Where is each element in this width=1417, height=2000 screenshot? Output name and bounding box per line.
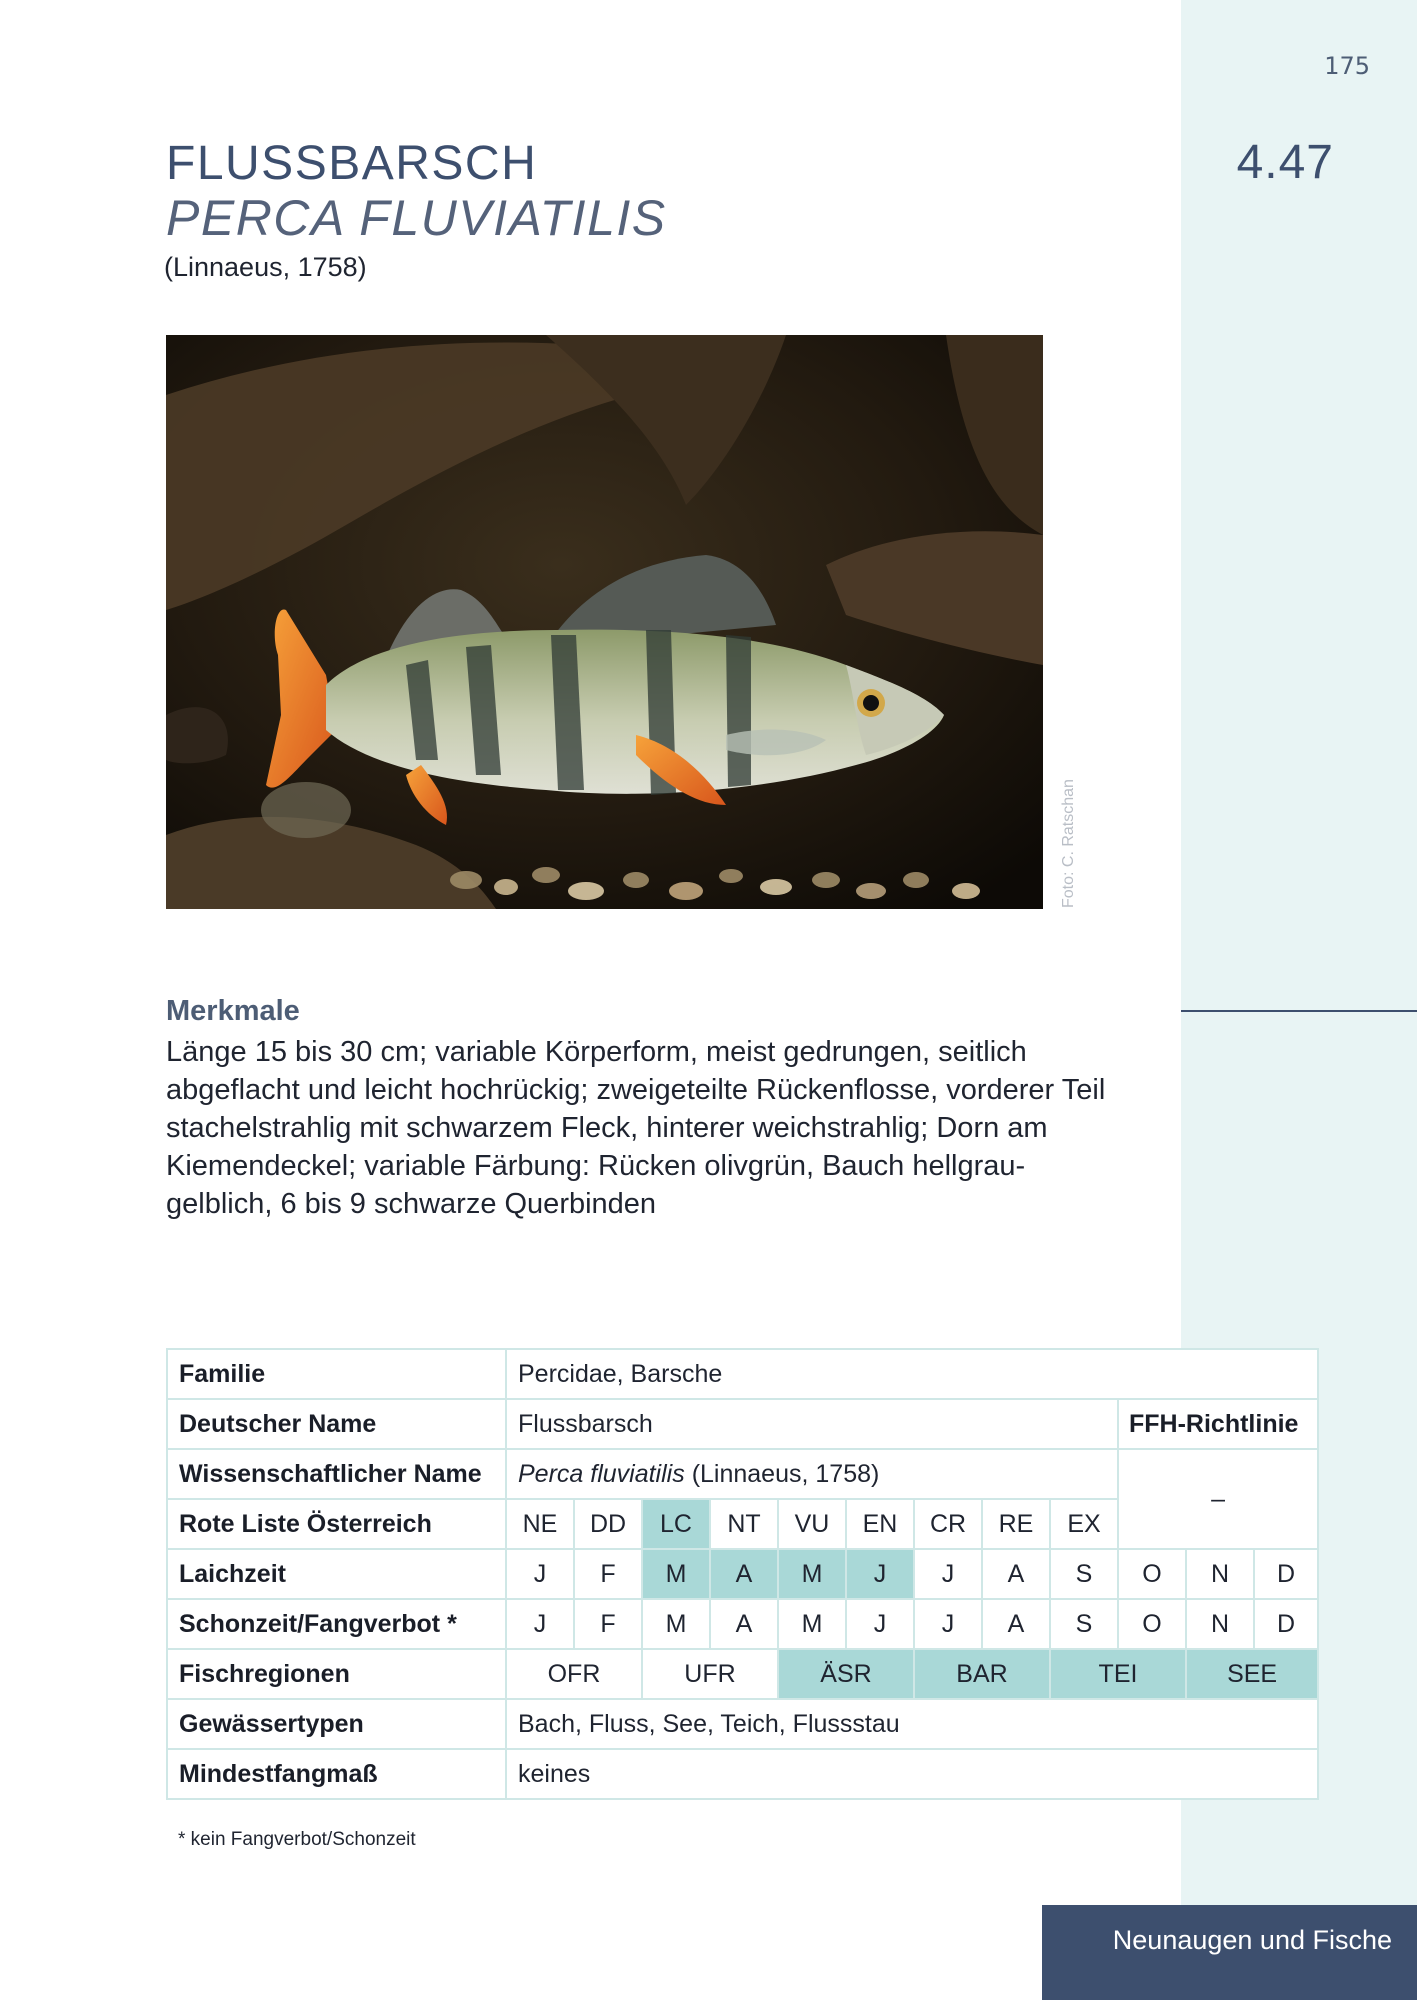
schonzeit-month: F <box>574 1599 642 1649</box>
value-gewaessertypen: Bach, Fluss, See, Teich, Flussstau <box>506 1699 1318 1749</box>
label-laichzeit: Laichzeit <box>167 1549 506 1599</box>
laichzeit-month-highlighted: A <box>710 1549 778 1599</box>
row-schonzeit <box>167 1599 1318 1649</box>
section-number: 4.47 <box>1236 136 1334 189</box>
rote-liste-cat: NT <box>710 1499 778 1549</box>
laichzeit-month-highlighted: M <box>778 1549 846 1599</box>
rote-liste-cat: EX <box>1050 1499 1118 1549</box>
side-divider-line <box>1181 1010 1417 1012</box>
chapter-label: Neunaugen und Fische <box>1112 1925 1392 1955</box>
rote-liste-cat: RE <box>982 1499 1050 1549</box>
schonzeit-month: J <box>846 1599 914 1649</box>
row-deutscher-name <box>167 1399 1318 1449</box>
laichzeit-month: O <box>1118 1549 1186 1599</box>
fischregion: OFR <box>506 1649 642 1699</box>
laichzeit-month: A <box>982 1549 1050 1599</box>
fischregion-highlighted: SEE <box>1186 1649 1318 1699</box>
species-latin-name: PERCA FLUVIATILIS <box>166 190 667 246</box>
value-deutscher-name: Flussbarsch <box>506 1399 1118 1449</box>
schonzeit-month: S <box>1050 1599 1118 1649</box>
row-fischregionen <box>167 1649 1318 1699</box>
schonzeit-month: J <box>506 1599 574 1649</box>
label-wissenschaftlicher-name: Wissenschaftlicher Name <box>167 1449 506 1499</box>
schonzeit-month: M <box>778 1599 846 1649</box>
label-ffh-richtlinie: FFH-Richtlinie <box>1118 1399 1318 1449</box>
page-number: 175 <box>1324 52 1370 80</box>
schonzeit-month: O <box>1118 1599 1186 1649</box>
laichzeit-month: J <box>914 1549 982 1599</box>
laichzeit-month: N <box>1186 1549 1254 1599</box>
photo-credit: Foto: C. Ratschan <box>1060 779 1077 908</box>
fischregion-highlighted: TEI <box>1050 1649 1186 1699</box>
laichzeit-month-highlighted: M <box>642 1549 710 1599</box>
schonzeit-month: A <box>982 1599 1050 1649</box>
laichzeit-month-highlighted: J <box>846 1549 914 1599</box>
row-gewaessertypen <box>167 1699 1318 1749</box>
species-facts-table <box>166 1348 1319 1800</box>
rote-liste-cat: VU <box>778 1499 846 1549</box>
fischregion: UFR <box>642 1649 778 1699</box>
schonzeit-month: D <box>1254 1599 1318 1649</box>
laichzeit-month: J <box>506 1549 574 1599</box>
value-mindestfangmass: keines <box>506 1749 1318 1799</box>
table-footnote: * kein Fangverbot/Schonzeit <box>178 1829 416 1850</box>
species-common-name: FLUSSBARSCH <box>166 137 538 190</box>
species-author: (Linnaeus, 1758) <box>164 252 367 282</box>
rote-liste-cat: NE <box>506 1499 574 1549</box>
value-familie: Percidae, Barsche <box>506 1349 1318 1399</box>
rote-liste-cat: EN <box>846 1499 914 1549</box>
schonzeit-month: A <box>710 1599 778 1649</box>
fischregion-highlighted: BAR <box>914 1649 1050 1699</box>
rote-liste-cat: DD <box>574 1499 642 1549</box>
schonzeit-month: N <box>1186 1599 1254 1649</box>
laichzeit-month: S <box>1050 1549 1118 1599</box>
fischregion-highlighted: ÄSR <box>778 1649 914 1699</box>
laichzeit-month: D <box>1254 1549 1318 1599</box>
schonzeit-month: J <box>914 1599 982 1649</box>
label-mindestfangmass: Mindestfangmaß <box>167 1749 506 1799</box>
fish-photo <box>166 335 1043 909</box>
row-wissenschaftlicher-name <box>167 1449 1318 1499</box>
label-deutscher-name: Deutscher Name <box>167 1399 506 1449</box>
merkmale-heading: Merkmale <box>166 995 300 1027</box>
perch-illustration <box>166 335 1043 909</box>
label-rote-liste: Rote Liste Österreich <box>167 1499 506 1549</box>
rote-liste-cat: CR <box>914 1499 982 1549</box>
row-mindestfangmass <box>167 1749 1318 1799</box>
value-author: (Linnaeus, 1758) <box>691 1459 880 1488</box>
label-fischregionen: Fischregionen <box>167 1649 506 1699</box>
label-familie: Familie <box>167 1349 506 1399</box>
schonzeit-month: M <box>642 1599 710 1649</box>
label-schonzeit: Schonzeit/Fangverbot * <box>167 1599 506 1649</box>
row-laichzeit <box>167 1549 1318 1599</box>
row-familie <box>167 1349 1318 1399</box>
value-ffh-richtlinie: – <box>1118 1449 1318 1549</box>
value-latin-name: Perca fluviatilis <box>518 1459 685 1488</box>
merkmale-text: Länge 15 bis 30 cm; variable Körperform, meist gedrungen, seitlich abgeflacht und leicht hochrückig; zweigeteilte Rückenflosse, vorderer Teil stachelstrahlig mit schwarzem Fleck, hinterer weichstrahlig; Dorn am Kiemendeckel; variable Färbung: Rücken olivgrün, Bauch hellgrau-gelblich, 6 bis 9 schwarze Querbinden <box>166 1036 1106 1220</box>
laichzeit-month: F <box>574 1549 642 1599</box>
value-wissenschaftlicher-name <box>506 1449 1118 1499</box>
label-gewaessertypen: Gewässertypen <box>167 1699 506 1749</box>
rote-liste-cat-highlighted: LC <box>642 1499 710 1549</box>
chapter-footer-tab <box>1042 1905 1417 2000</box>
